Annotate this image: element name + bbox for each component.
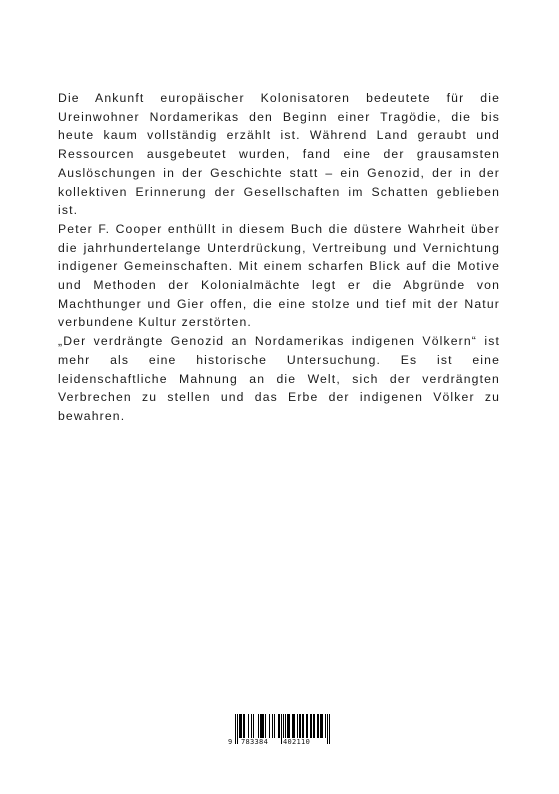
barcode-bar <box>288 714 289 738</box>
barcode-bar <box>260 714 261 738</box>
barcode-bar <box>239 714 240 738</box>
blurb-paragraph-1: Die Ankunft europäischer Kolonisatoren bedeutete für die Ureinwohner Nordamerikas den Beginn einer Tragödie, die bis heute kaum vollständig erzählt ist. Während Land geraubt und Ressourcen ausgebeutet wurden, fand eine der grausamsten Auslöschungen in der Geschichte statt – ein Genozid, der in der kollektiven Erinnerung der Gesellschaften im Schatten geblieben ist. <box>58 91 500 218</box>
barcode-bar <box>292 714 293 738</box>
barcode-bar <box>307 714 308 738</box>
back-cover-blurb <box>58 89 500 426</box>
barcode-bar <box>274 714 275 738</box>
barcode-bar <box>317 714 318 738</box>
barcode-bar <box>321 714 322 738</box>
blurb-paragraph-2: Peter F. Cooper enthüllt in diesem Buch die düstere Wahrheit über die jahrhundertelange Unterdrückung, Vertreibung und Vernichtung indigener Gemeinschaften. Mit einem scharfen Blick auf die Motive und Methoden der Kolonialmächte legt er die Abgründe von Machthunger und Gier offen, die eine stolze und tief mit der Natur verbundene Kultur zerstörten. <box>58 221 500 330</box>
barcode-bar <box>327 714 328 744</box>
barcode-bar <box>311 714 312 738</box>
barcode-left-digits: 783384 <box>241 738 269 746</box>
barcode-bar <box>318 714 319 738</box>
barcode-bar <box>294 714 295 738</box>
barcode-bar <box>289 714 290 738</box>
barcode-bar <box>263 714 264 738</box>
barcode-bar <box>293 714 294 738</box>
barcode-bar <box>285 714 286 738</box>
barcode-bar <box>329 714 330 744</box>
barcode-bar <box>243 714 244 738</box>
barcode-bar <box>303 714 304 738</box>
barcode-bar <box>237 714 238 744</box>
barcode-bar <box>310 714 311 738</box>
barcode-right-digits: 402110 <box>283 738 311 746</box>
barcode-lead-digit: 9 <box>228 738 233 746</box>
barcode-bar <box>322 714 323 738</box>
barcode-bar <box>313 714 314 738</box>
barcode-bar <box>253 714 254 738</box>
barcode-bar <box>235 714 236 744</box>
barcode-bar <box>258 714 259 738</box>
barcode-bar <box>325 714 326 738</box>
barcode-bar <box>240 714 241 738</box>
barcode-bar <box>279 714 280 738</box>
barcode-bar <box>300 714 301 738</box>
barcode-bar <box>320 714 321 738</box>
isbn-barcode <box>228 714 331 746</box>
barcode-bar <box>299 714 300 738</box>
barcode-bar <box>278 714 279 738</box>
barcode-bar <box>248 714 249 738</box>
barcode-bar <box>261 714 262 738</box>
barcode-bar <box>251 714 252 738</box>
barcode-bar <box>269 714 270 738</box>
barcode-bar <box>272 714 273 738</box>
barcode-bar <box>297 714 298 738</box>
barcode-bar <box>244 714 245 738</box>
barcode-bar <box>265 714 266 738</box>
barcode-bar <box>241 714 242 738</box>
barcode-bar <box>262 714 263 738</box>
barcode-bar <box>306 714 307 738</box>
blurb-paragraph-3: „Der verdrängte Genozid an Nordamerikas indigenen Völkern“ ist mehr als eine historische Untersuchung. Es ist eine leidenschaftliche Mahnung an die Welt, sich der verdrängten Verbrechen zu stellen und das Erbe der indigenen Völker zu bewahren. <box>58 334 500 423</box>
barcode-bar <box>314 714 315 738</box>
barcode-bar <box>302 714 303 738</box>
barcode-bar <box>287 714 288 738</box>
